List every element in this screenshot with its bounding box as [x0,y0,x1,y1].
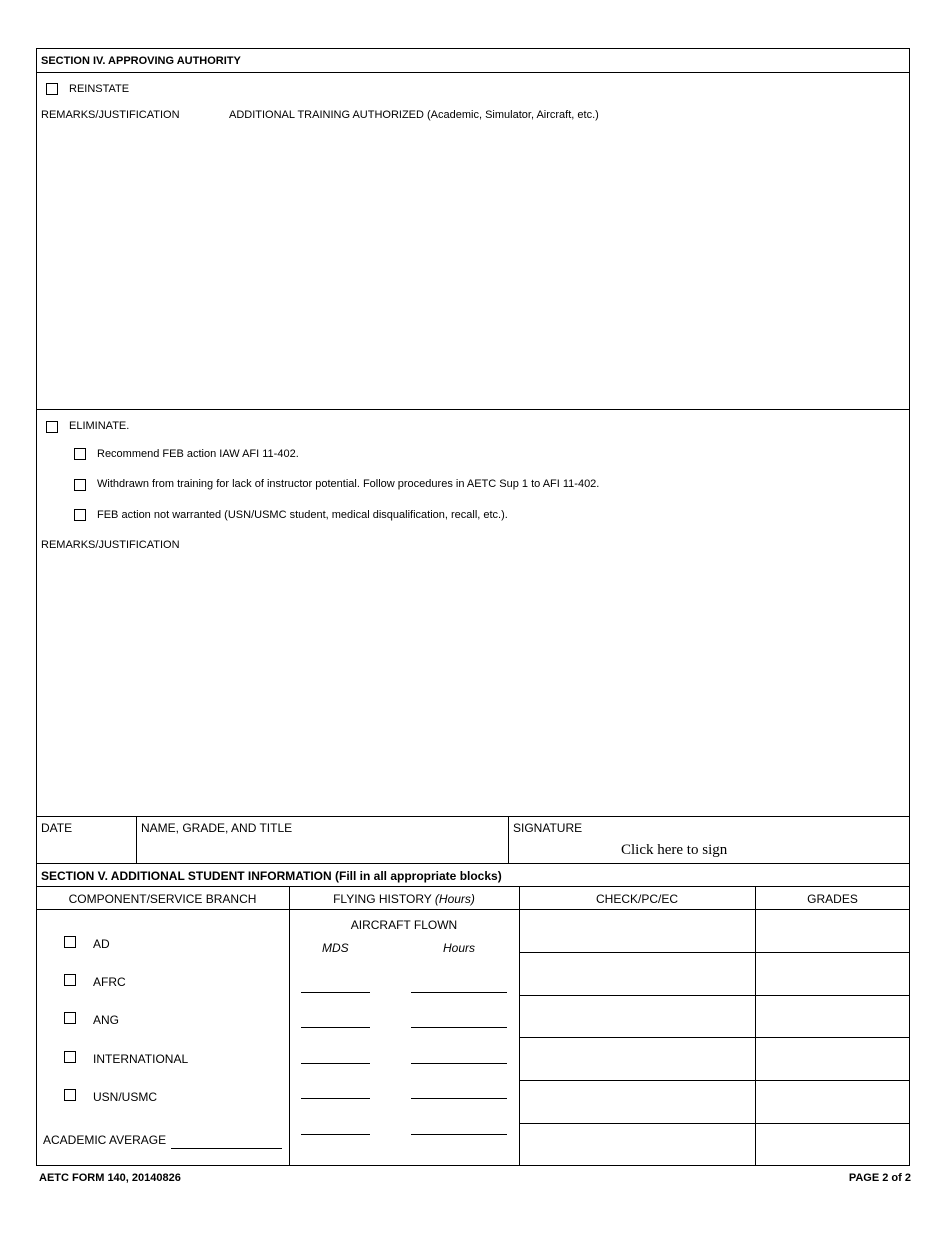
divider [136,816,137,863]
hours-field[interactable] [411,1083,506,1098]
flying-history-label: FLYING HISTORY [333,892,432,906]
remarks-justification-field[interactable] [41,126,221,404]
grade-field[interactable] [759,999,906,1033]
divider [519,1080,910,1081]
ad-checkbox[interactable] [64,936,76,948]
divider [519,1037,910,1038]
afrc-checkbox[interactable] [64,974,76,986]
reinstate-label: REINSTATE [69,83,130,95]
component-header: COMPONENT/SERVICE BRANCH [68,892,257,906]
hours-underline [411,1027,507,1028]
eliminate-checkbox[interactable] [46,421,58,433]
academic-average-label: ACADEMIC AVERAGE [43,1133,167,1147]
divider [36,72,910,73]
hours-underline [411,1063,507,1064]
hours-field[interactable] [411,977,506,992]
international-label: INTERNATIONAL [93,1052,189,1066]
divider [519,952,910,953]
elimination-remarks-field[interactable] [41,556,905,810]
divider [519,995,910,996]
divider [519,886,520,1166]
withdrawn-checkbox[interactable] [74,479,86,491]
name-grade-title-label: NAME, GRADE, AND TITLE [141,821,293,835]
grade-field[interactable] [759,1128,906,1162]
hours-underline [411,1098,507,1099]
grades-header: GRADES [807,892,858,906]
divider [36,409,910,410]
grade-field[interactable] [759,957,906,991]
sign-button[interactable]: Click here to sign [621,842,728,858]
eliminate-label: ELIMINATE. [69,420,130,432]
ang-checkbox[interactable] [64,1012,76,1024]
additional-training-field[interactable] [229,126,905,404]
hours-underline [411,1134,507,1135]
mds-underline [301,1027,370,1028]
divider [519,1123,910,1124]
usn-usmc-label: USN/USMC [93,1090,158,1104]
flying-history-header [289,892,519,906]
mds-field[interactable] [301,1048,369,1063]
date-field[interactable] [41,840,131,858]
mds-field[interactable] [301,977,369,992]
academic-average-field[interactable] [171,1132,281,1148]
divider [755,886,756,1166]
check-field[interactable] [523,1085,751,1119]
ad-label: AD [93,937,110,951]
remarks-label-2: REMARKS/JUSTIFICATION [41,539,180,551]
divider [36,909,910,910]
mds-label: MDS [322,941,349,955]
afrc-label: AFRC [93,975,126,989]
divider [508,816,509,863]
ang-label: ANG [93,1013,120,1027]
withdrawn-label: Withdrawn from training for lack of instructor potential. Follow procedures in AETC Sup 1 to AFI 11-402. [97,478,600,490]
check-field[interactable] [523,914,751,948]
mds-underline [301,1063,370,1064]
check-field[interactable] [523,1042,751,1076]
grade-field[interactable] [759,914,906,948]
check-field[interactable] [523,999,751,1033]
hours-label: Hours [443,941,476,955]
feb-recommend-checkbox[interactable] [74,448,86,460]
divider [36,863,910,864]
date-label: DATE [41,821,73,835]
flying-history-units: (Hours) [434,892,475,906]
additional-training-label: ADDITIONAL TRAINING AUTHORIZED (Academic, Simulator, Aircraft, etc.) [229,109,599,121]
hours-underline [411,992,507,993]
hours-field[interactable] [411,1012,506,1027]
mds-underline [301,1098,370,1099]
feb-not-warranted-label: FEB action not warranted (USN/USMC student, medical disqualification, recall, etc.). [97,509,508,521]
divider [36,816,910,817]
section-5-title: SECTION V. ADDITIONAL STUDENT INFORMATION (Fill in all appropriate blocks) [41,869,502,883]
divider [36,886,910,887]
check-field[interactable] [523,957,751,991]
signature-label: SIGNATURE [513,821,583,835]
grade-field[interactable] [759,1085,906,1119]
remarks-label: REMARKS/JUSTIFICATION [41,109,180,121]
check-header: CHECK/PC/EC [595,892,678,906]
check-field[interactable] [523,1128,751,1162]
usn-usmc-checkbox[interactable] [64,1089,76,1101]
mds-underline [301,1134,370,1135]
hours-field[interactable] [411,1119,506,1134]
page-number: PAGE 2 of 2 [848,1172,911,1184]
feb-recommend-label: Recommend FEB action IAW AFI 11-402. [97,448,299,460]
academic-average-underline [171,1148,282,1149]
name-grade-title-field[interactable] [141,840,503,858]
aircraft-flown-label: AIRCRAFT FLOWN [350,918,458,932]
section-4-title: SECTION IV. APPROVING AUTHORITY [41,55,241,67]
reinstate-checkbox[interactable] [46,83,58,95]
grade-field[interactable] [759,1042,906,1076]
hours-field[interactable] [411,1048,506,1063]
mds-underline [301,992,370,993]
international-checkbox[interactable] [64,1051,76,1063]
mds-field[interactable] [301,1119,369,1134]
mds-field[interactable] [301,1012,369,1027]
form-id: AETC FORM 140, 20140826 [39,1172,181,1184]
mds-field[interactable] [301,1083,369,1098]
feb-not-warranted-checkbox[interactable] [74,509,86,521]
